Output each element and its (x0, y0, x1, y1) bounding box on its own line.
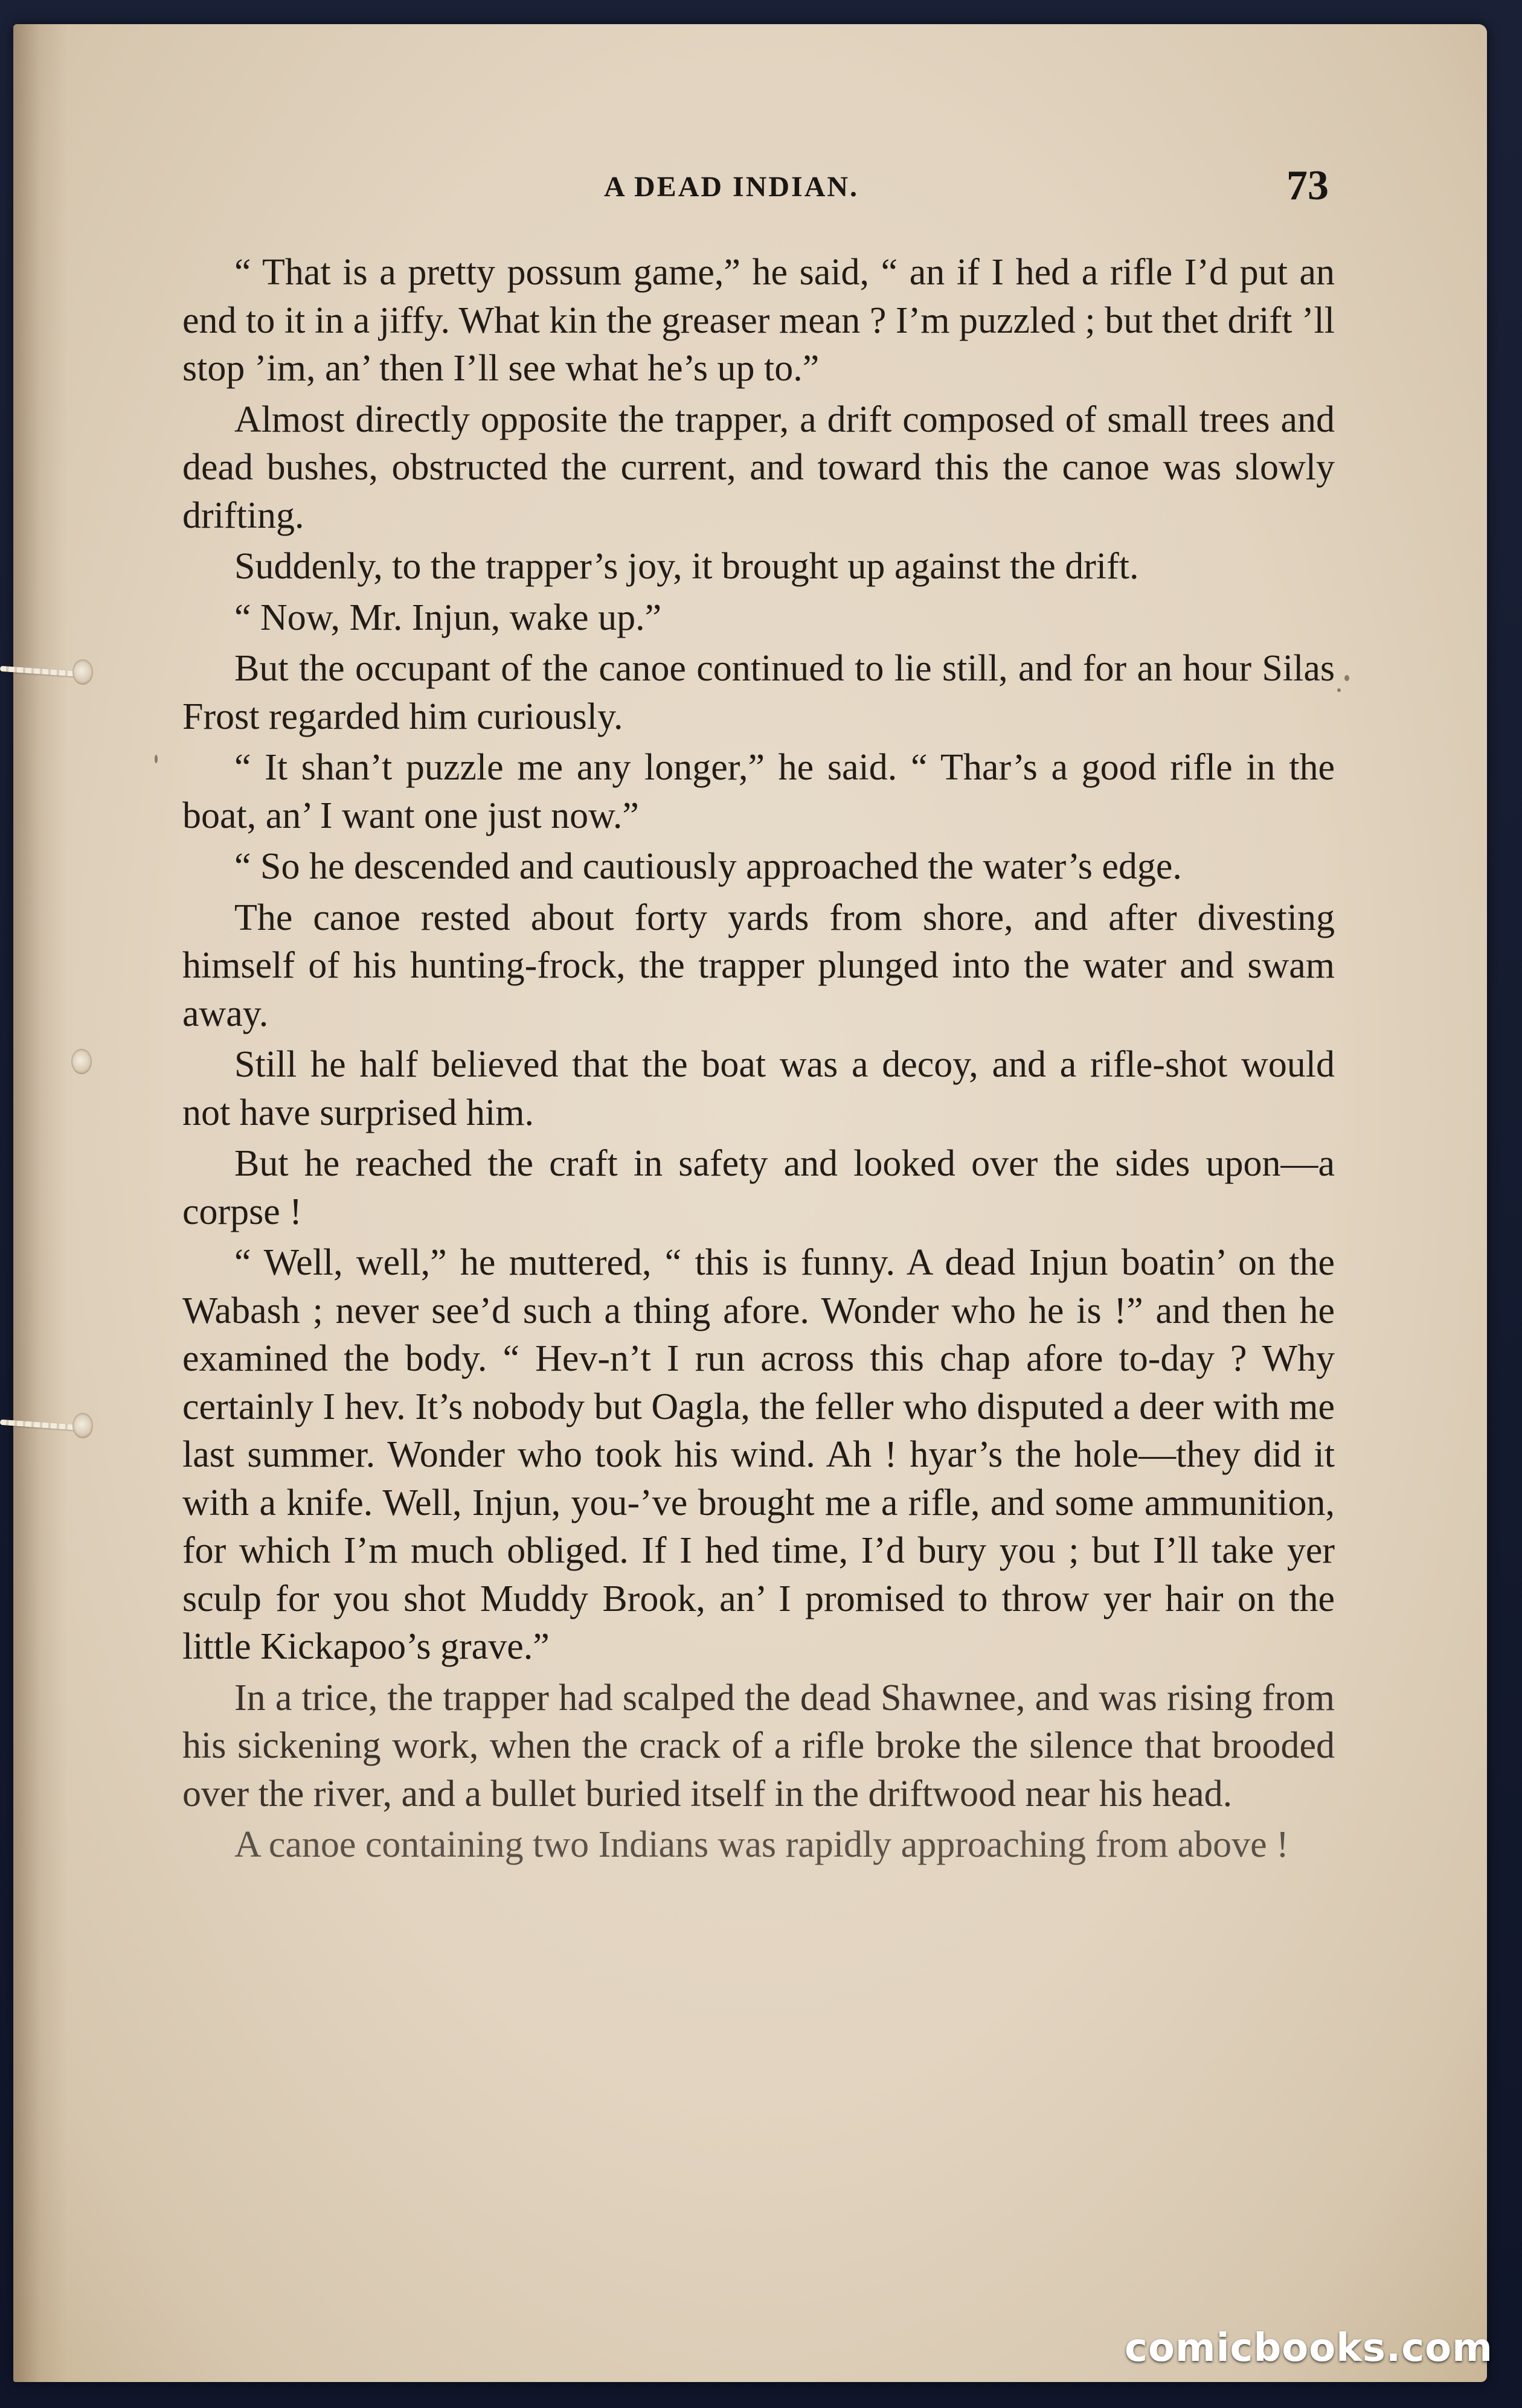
paper-speck (1344, 675, 1349, 681)
stitch-hole (72, 659, 93, 685)
paragraph: In a trice, the trapper had scalped the dead Shawnee, and was rising from his sickening work, when the crack of a rifle broke the silence that brooded over the river, and a bullet buried itself in the driftwood near his head. (182, 1677, 1335, 1814)
body-text (182, 249, 1335, 1872)
stitch-hole (72, 1413, 93, 1438)
paragraph: “ That is a pretty possum game,” he said, “ an if I hed a rifle I’d put an end to it in a jiffy. What kin the greaser mean ? I’m puzzled ; but thet drift ’ll stop ’im, an’ then I’ll see what he’s up to.” (182, 252, 1335, 389)
paragraph: Suddenly, to the trapper’s joy, it brought up against the drift. (234, 546, 1139, 587)
paragraph: “ It shan’t puzzle me any longer,” he said. “ Thar’s a good rifle in the boat, an’ I want one just now.” (182, 747, 1335, 836)
page-header (0, 162, 1522, 216)
paper-speck (1337, 688, 1341, 692)
running-head: A DEAD INDIAN. (604, 171, 859, 203)
paragraph: But he reached the craft in safety and looked over the sides upon—a corpse ! (182, 1143, 1335, 1232)
paragraph: “ Now, Mr. Injun, wake up.” (234, 597, 662, 638)
page-number: 73 (1286, 162, 1329, 209)
paragraph: “ Well, well,” he muttered, “ this is funny. A dead Injun boatin’ on the Wabash ; never see’d such a thing afore. Wonder who he is !” and then he examined the body. “ Hev-n’t I run across this chap afore to-day ? Why certainly I hev. It’s nobody but Oagla, the feller who disputed a deer with me last summer. Wonder who took his wind. Ah ! hyar’s the hole—they did it with a knife. Well, Injun, you-’ve brought me a rifle, and some ammunition, for which I’m much obliged. If I hed time, I’d bury you ; but I’ll take yer sculp for you shot Muddy Brook, an’ I promised to throw yer hair on the little Kickapoo’s grave.” (182, 1242, 1335, 1667)
paragraph: “ So he descended and cautiously approached the water’s edge. (234, 846, 1182, 887)
binding-stitch-middle (0, 1054, 91, 1069)
paragraph: Still he half believed that the boat was a decoy, and a rifle-shot would not have surprised him. (182, 1044, 1335, 1133)
paragraph: The canoe rested about forty yards from shore, and after divesting himself of his hunting-frock, the trapper plunged into the water and swam away. (182, 897, 1335, 1034)
binding-stitch-top (0, 664, 91, 680)
paragraph: Almost directly opposite the trapper, a drift composed of small trees and dead bushes, obstructed the current, and toward this the canoe was slowly drifting. (182, 399, 1335, 536)
binding-stitch-bottom (0, 1418, 91, 1433)
binding-edge (13, 24, 68, 2382)
paragraph: But the occupant of the canoe continued to lie still, and for an hour Silas Frost regarded him curiously. (182, 648, 1335, 737)
paper-speck (155, 755, 158, 763)
paragraph: A canoe containing two Indians was rapidly approaching from above ! (234, 1824, 1289, 1865)
stitch-hole (71, 1049, 92, 1074)
watermark: comicbooks.com (1125, 2326, 1493, 2371)
